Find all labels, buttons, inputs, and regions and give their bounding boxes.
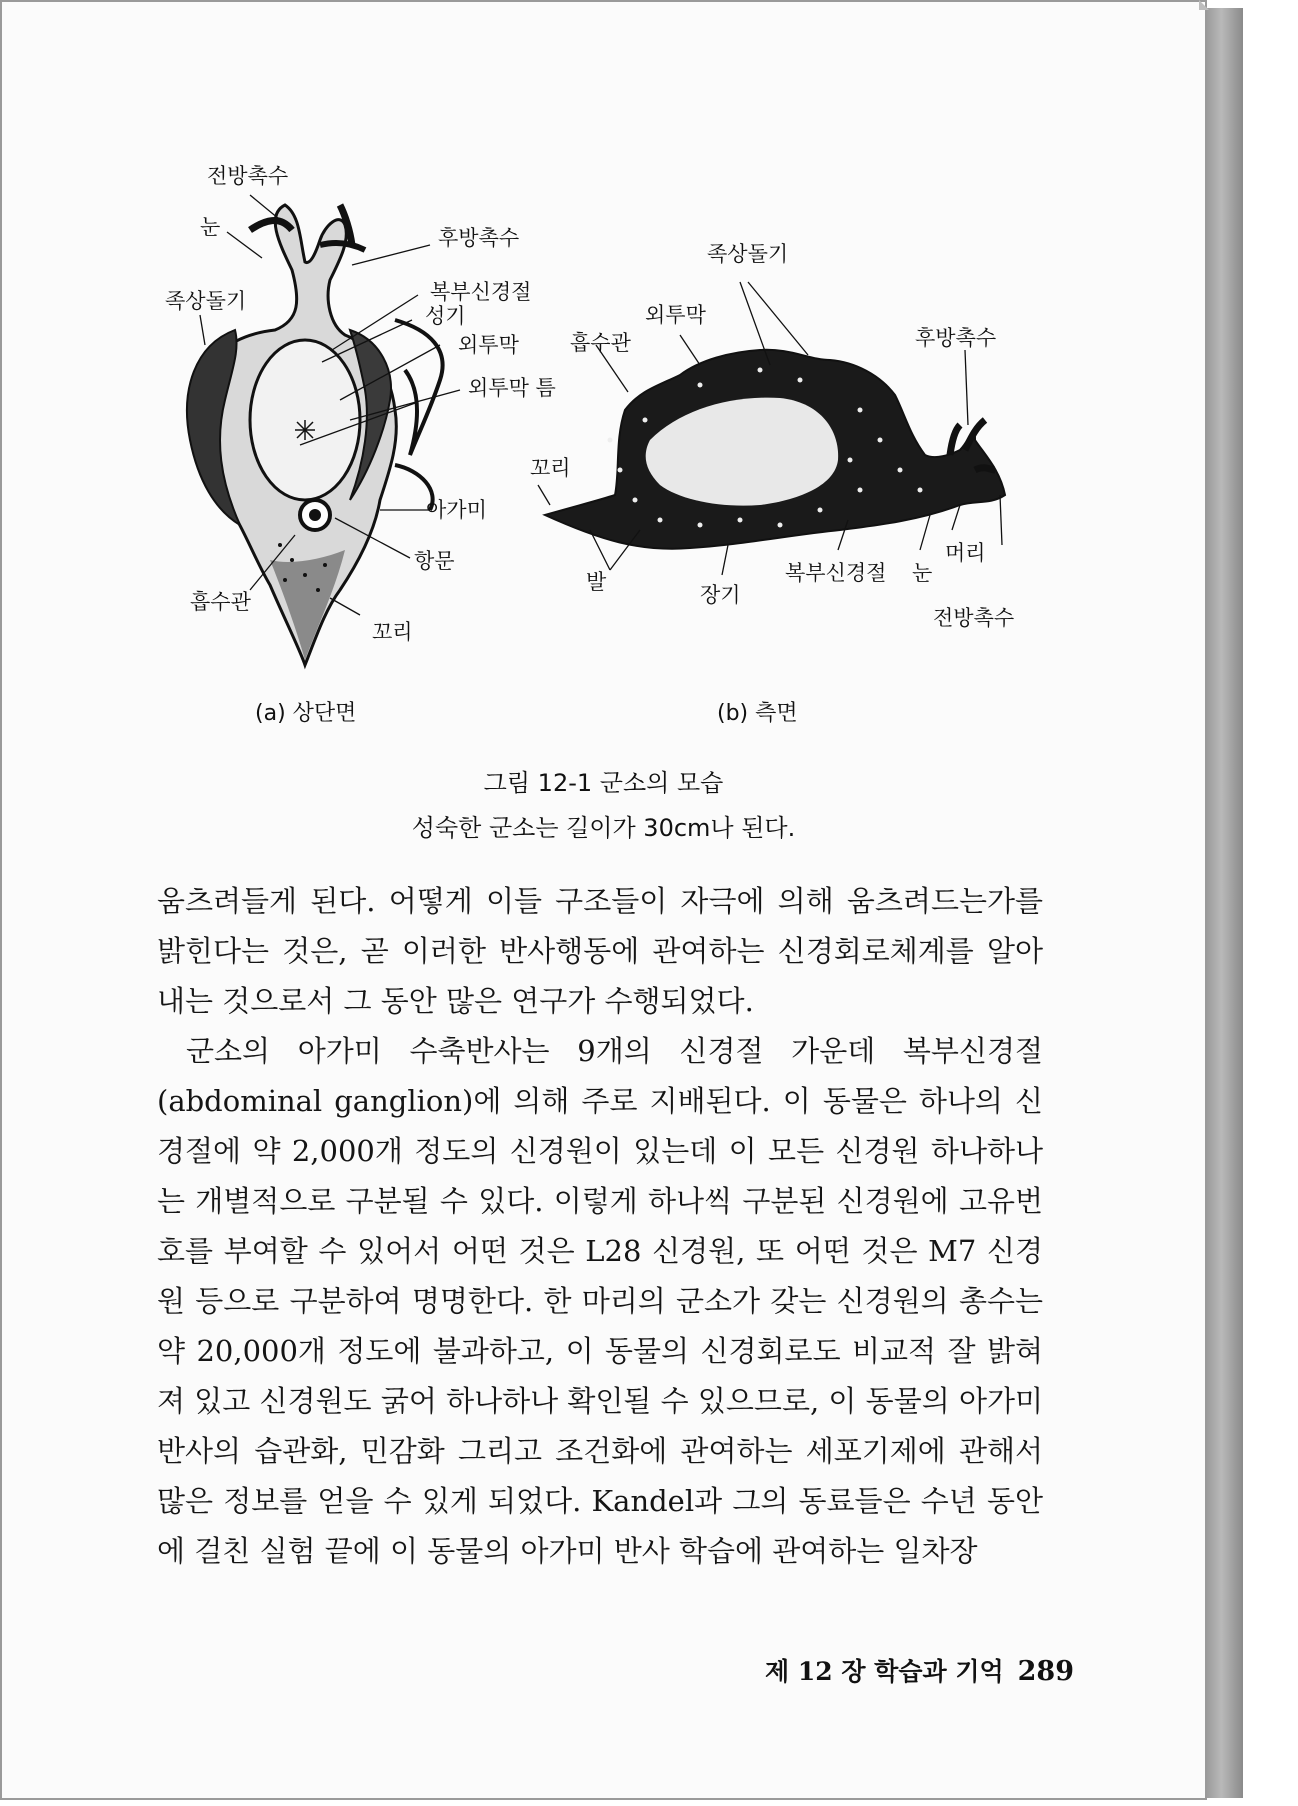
- label-a-anterior-tentacle: 전방촉수: [207, 164, 289, 188]
- caption-part-b: (b) 측면: [717, 701, 798, 726]
- label-b-parapodia: 족상돌기: [707, 242, 789, 266]
- label-a-abdominal-ganglion: 복부신경절: [430, 280, 532, 304]
- label-b-head: 머리: [945, 541, 986, 565]
- label-b-viscera: 장기: [700, 583, 741, 607]
- label-a-parapodia: 족상돌기: [165, 289, 247, 313]
- label-b-posterior-tentacle: 후방촉수: [915, 326, 997, 350]
- label-a-mantle-gap: 외투막 틈: [468, 376, 556, 400]
- label-b-foot: 발: [586, 570, 607, 594]
- chapter-title: 제 12 장 학습과 기억: [764, 1657, 1004, 1686]
- label-b-mantle: 외투막: [645, 303, 706, 327]
- label-b-abdominal-ganglion: 복부신경절: [785, 561, 887, 585]
- label-a-gonad: 성기: [425, 304, 466, 328]
- label-a-siphon: 흡수관: [190, 590, 251, 614]
- label-a-anus: 항문: [414, 549, 455, 573]
- label-a-posterior-tentacle: 후방촉수: [438, 226, 520, 250]
- label-b-eye: 눈: [912, 561, 933, 585]
- label-a-mantle: 외투막: [458, 333, 519, 357]
- paragraph: 군소의 아가미 수축반사는 9개의 신경절 가운데 복부신경절(abdominal ganglion)에 의해 주로 지배된다. 이 동물은 하나의 신경절에 약 2,000개 정도의 신경원이 있는데 이 모든 신경원 하나하나는 개별적으로 구분될 수 있다. 이렇게 하나씩 구분된 신경원에 고유번호를 부여할 수 있어서 어떤 것은 L28 신경원, 또 어떤 것은 M7 신경원 등으로 구분하여 명명한다. 한 마리의 군소가 갖는 신경원의 총수는 약 20,000개 정도에 불과하고, 이 동물의 신경회로도 비교적 잘 밝혀져 있고 신경원도 굵어 하나하나 확인될 수 있으므로, 이 동물의 아가미 반사의 습관화, 민감화 그리고 조건화에 관여하는 세포기제에 관해서 많은 정보를 얻을 수 있게 되었다. Kandel과 그의 동료들은 수년 동안에 걸친 실험 끝에 이 동물의 아가미 반사 학습에 관여하는 일차장: [157, 1034, 1043, 1568]
- page-number: 289: [1017, 1656, 1074, 1687]
- label-a-tail: 꼬리: [372, 620, 413, 644]
- figure-subtitle: 성숙한 군소는 길이가 30cm나 된다.: [411, 814, 796, 842]
- caption-part-a: (a) 상단면: [255, 701, 357, 726]
- body-text: [157, 876, 1043, 1576]
- paragraph: 움츠려들게 된다. 어떻게 이들 구조들이 자극에 의해 움츠려드는가를 밝힌다는 것은, 곧 이러한 반사행동에 관여하는 신경회로체계를 알아내는 것으로서 그 동안 많은 연구가 수행되었다.: [157, 884, 1043, 1018]
- label-b-tail: 꼬리: [530, 456, 571, 480]
- page-stack-edge: [1207, 8, 1243, 1798]
- label-a-eye: 눈: [200, 215, 221, 239]
- page-footer: [765, 1652, 1074, 1688]
- label-a-gill: 아가미: [426, 498, 487, 522]
- label-b-siphon: 흡수관: [570, 331, 631, 355]
- label-b-anterior-tentacle: 전방촉수: [933, 606, 1015, 630]
- figure-title: 그림 12-1 군소의 모습: [483, 769, 724, 797]
